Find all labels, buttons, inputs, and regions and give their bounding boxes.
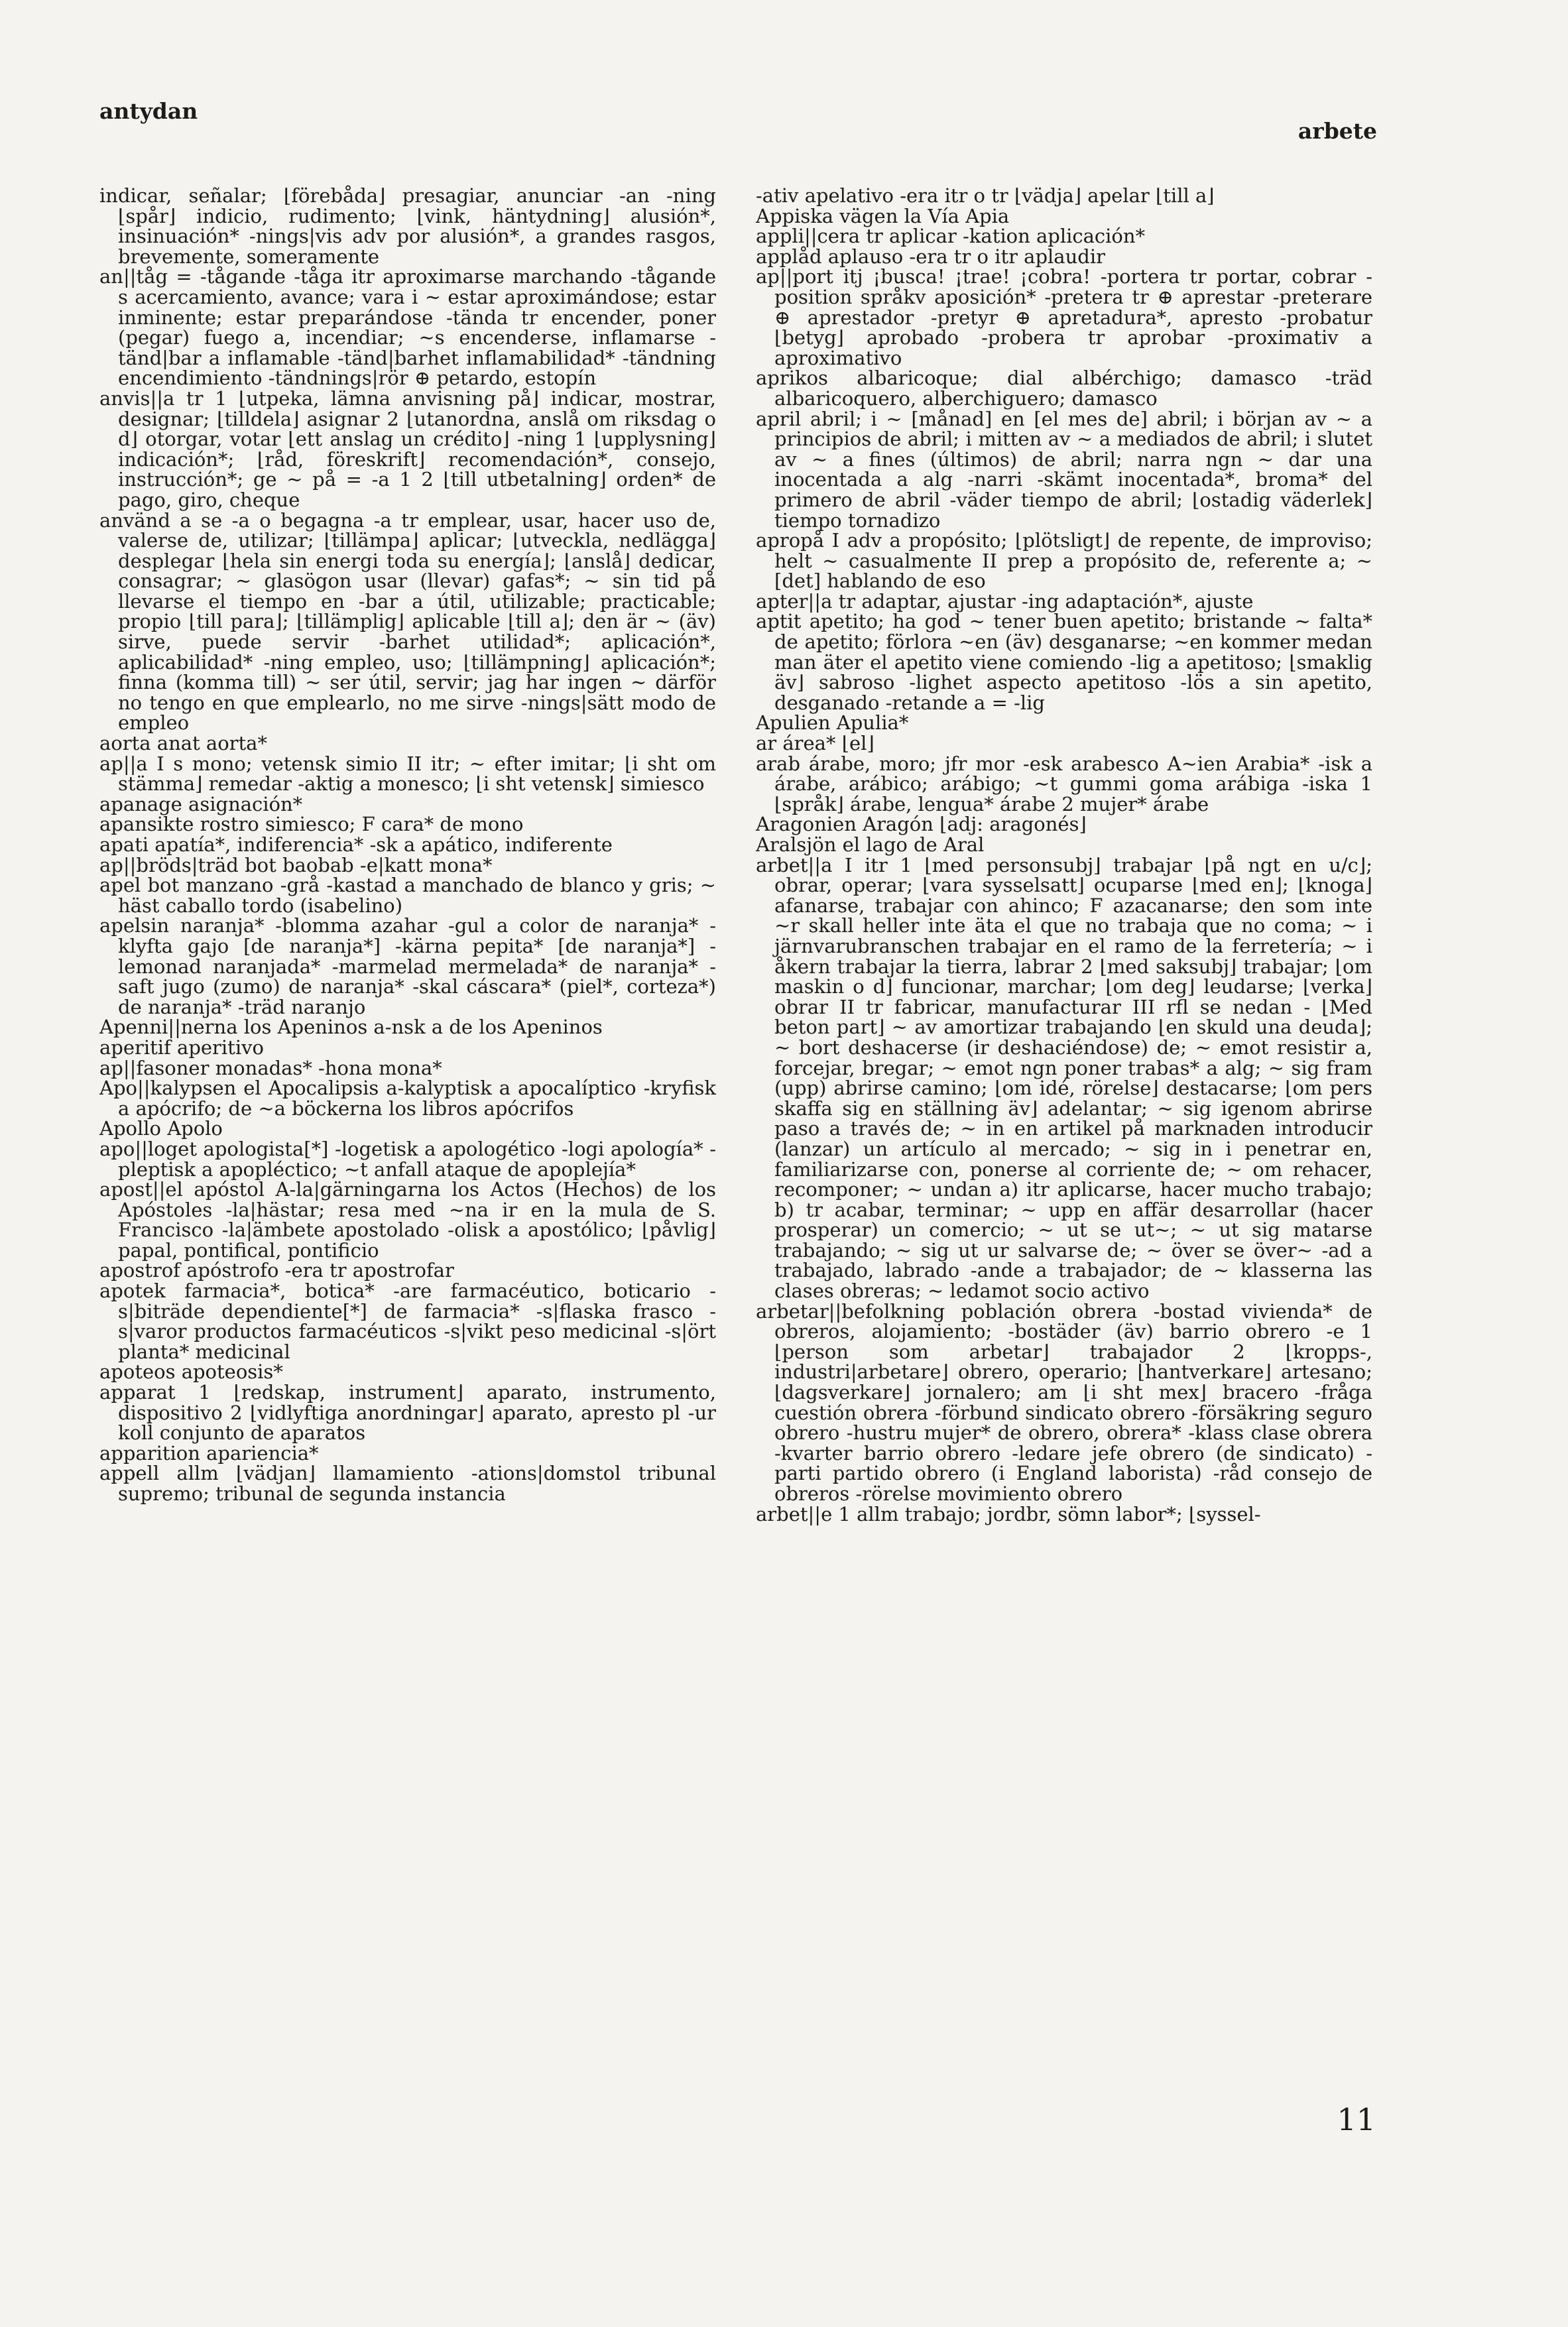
dictionary-entry: apost||el apóstol A-la|gärningarna los Actos (Hechos) de los Apóstoles -la|hästar; resa med ~na ir en la mula de S. Francisco -la|ämbete apostolado -olisk a apostólico; ⌊påvlig⌋ papal, pontifical, pontificio (99, 1178, 716, 1262)
dictionary-entry: ar área* ⌊el⌋ (756, 732, 874, 755)
dictionary-entry: aprikos albaricoque; dial albérchigo; damasco -träd albaricoquero, alberchiguero; damasco (756, 367, 1372, 410)
dictionary-entry: apoteos apoteosis* (99, 1360, 283, 1384)
dictionary-entry: apostrof apóstrofo -era tr apostrofar (99, 1259, 454, 1282)
dictionary-entry: Apollo Apolo (99, 1117, 223, 1140)
dictionary-entry: apparat 1 ⌊redskap, instrument⌋ aparato, instrumento, dispositivo 2 ⌊vidlyftiga anordningar⌋ aparato, apresto pl -ur koll conjunto de aparatos (99, 1381, 716, 1445)
dictionary-entry: indicar, señalar; ⌊förebåda⌋ presagiar, anunciar -an -ning ⌊spår⌋ indicio, rudimento; ⌊vink, häntydning⌋ alusión*, insinuación* -nings|vis adv por alusión*, a grandes rasgos, brevemente, someramente (99, 184, 716, 268)
dictionary-entry: arbetar||befolkning población obrera -bostad vivienda* de obreros, alojamiento; -bostäder (äv) barrio obrero -e 1 ⌊person som arbetar⌋ trabajador 2 ⌊kropps-, industri|arbetare⌋ obrero, operario; ⌊hantverkare⌋ artesano; ⌊dagsverkare⌋ jornalero; am ⌊i sht mex⌋ bracero -fråga cuestión obrera -förbund sindicato obrero -försäkring seguro obrero -hustru mujer* de obrero, obrera* -klass clase obrera -kvarter barrio obrero -ledare jefe obrero (de sindicato) -parti partido obrero (i England laborista) -råd consejo de obreros -rörelse movimiento obrero (756, 1299, 1372, 1505)
dictionary-entry: apotek farmacia*, botica* -are farmacéutico, boticario -s|biträde dependiente[*] de farmacia* -s|flaska frasco -s|varor productos farmacéuticos -s|vikt peso medicinal -s|ört planta* medicinal (99, 1280, 716, 1363)
left-column (99, 186, 716, 1504)
header-first-word: antydan (99, 98, 198, 124)
dictionary-entry: apati apatía*, indiferencia* -sk a apático, indiferente (99, 833, 613, 856)
dictionary-entry: applåd aplauso -era tr o itr aplaudir (756, 245, 1105, 268)
dictionary-entry: ap||a I s mono; vetensk simio II itr; ~ efter imitar; ⌊i sht om stämma⌋ remedar -aktig a monesco; ⌊i sht vetensk⌋ simiesco (99, 752, 716, 796)
header-last-word: arbete (1297, 118, 1377, 144)
dictionary-entry: Apulien Apulia* (756, 711, 909, 735)
right-column (756, 186, 1372, 1524)
dictionary-entry: ap||port itj ¡busca! ¡trae! ¡cobra! -portera tr portar, cobrar -position språkv aposición* -pretera tr ⊕ aprestar -preterare ⊕ aprestador -pretyr ⊕ apretadura*, apresto -probatur ⌊betyg⌋ aprobado -probera tr aprobar -proximativ a aproximativo (756, 265, 1372, 369)
dictionary-entry: aperitif aperitivo (99, 1036, 264, 1059)
dictionary-entry: apparition apariencia* (99, 1441, 319, 1464)
dictionary-entry: använd a se -a o begagna -a tr emplear, usar, hacer uso de, valerse de, utilizar; ⌊tillämpa⌋ aplicar; ⌊utveckla, nedlägga⌋ desplegar ⌊hela sin energi toda su energía⌋; ⌊anslå⌋ dedicar, consagrar; ~ glasögon usar (llevar) gafas*; ~ sin tid på llevarse el tiempo en -bar a útil, utilizable; practicable; propio ⌊till para⌋; ⌊tillämplig⌋ aplicable ⌊till a⌋; den är ~ (äv) sirve, puede servir -barhet utilidad*; aplicación*, aplicabilidad* -ning empleo, uso; ⌊tillämpning⌋ aplicación*; finna (komma till) ~ ser útil, servir; jag har ingen ~ därför no tengo en que emplearlo, no me sirve -nings|sätt modo de empleo (99, 508, 716, 735)
page-number: 11 (1337, 2102, 1376, 2137)
dictionary-entry: april abril; i ~ [månad] en [el mes de] abril; i början av ~ a principios de abril; i mitten av ~ a mediados de abril; i slutet av ~ a fines (últimos) de abril; narra ngn ~ dar una inocentada a alg -narri -skämt inocentada*, broma* del primero de abril -väder tiempo de abril; ⌊ostadig väderlek⌋ tiempo tornadizo (756, 407, 1372, 532)
dictionary-entry: apter||a tr adaptar, ajustar -ing adaptación*, ajuste (756, 589, 1254, 613)
dictionary-entry: apo||loget apologista[*] -logetisk a apologético -logi apología* -pleptisk a apopléctico; ~t anfall ataque de apoplejía* (99, 1137, 716, 1181)
dictionary-entry: ap||fasoner monadas* -hona mona* (99, 1056, 442, 1079)
dictionary-entry: apelsin naranja* -blomma azahar -gul a color de naranja* -klyfta gajo [de naranja*] -kärna pepita* [de naranja*] -lemonad naranjada* -marmelad mermelada* de naranja* -saft jugo (zumo) de naranja* -skal cáscara* (piel*, corteza*) de naranja* -träd naranjo (99, 914, 716, 1018)
dictionary-entry: apel bot manzano -grå -kastad a manchado de blanco y gris; ~ häst caballo tordo (isabelino) (99, 874, 716, 917)
dictionary-entry: ap||bröds|träd bot baobab -e|katt mona* (99, 853, 493, 876)
dictionary-entry: apropå I adv a propósito; ⌊plötsligt⌋ de repente, de improviso; helt ~ casualmente II prep a propósito de, referente a; ~ [det] hablando de eso (756, 529, 1372, 593)
dictionary-entry: -ativ apelativo -era itr o tr ⌊vädja⌋ apelar ⌊till a⌋ (756, 184, 1215, 207)
dictionary-entry: arab árabe, moro; jfr mor -esk arabesco A~ien Arabia* -isk a árabe, arábico; arábigo; ~t gummi goma arábiga -iska 1 ⌊språk⌋ árabe, lengua* árabe 2 mujer* árabe (756, 752, 1372, 815)
dictionary-entry: apansikte rostro simiesco; F cara* de mono (99, 813, 524, 836)
dictionary-entry: Aralsjön el lago de Aral (756, 833, 985, 856)
dictionary-entry: Apo||kalypsen el Apocalipsis a-kalyptisk a apocalíptico -kryfisk a apócrifo; de ~a böckerna los libros apócrifos (99, 1077, 716, 1120)
dictionary-entry: arbet||a I itr 1 ⌊med personsubj⌋ trabajar ⌊på ngt en u/c⌋; obrar, operar; ⌊vara sysselsatt⌋ ocuparse ⌊med en⌋; ⌊knoga⌋ afanarse, trabajar con ahinco; F azacanarse; den som inte ~r skall heller inte äta el que no trabaja que no coma; ~ i järnvarubranschen trabajar en el ramo de la ferretería; ~ i åkern trabajar la tierra, labrar 2 ⌊med saksubj⌋ trabajar; ⌊om maskin o d⌋ funcionar, marchar; ⌊om deg⌋ leudarse; ⌊verka⌋ obrar II tr fabricar, manufacturar III rfl se nedan - ⌊Med beton part⌋ ~ av amortizar trabajando ⌊en skuld una deuda⌋; ~ bort deshacerse (ir deshaciéndose) de; ~ emot resistir a, forcejar, bregar; ~ emot ngn poner trabas* a alg; ~ sig fram (upp) abrirse camino; ⌊om idé, rörelse⌋ destacarse; ⌊om pers skaffa sig en ställning äv⌋ adelantar; ~ sig igenom abrirse paso a través de; ~ in en artikel på marknaden introducir (lanzar) un artículo al mercado; ~ sig in i penetrar en, familiarizarse con, ponerse al corriente de; ~ om rehacer, recomponer; ~ undan a) itr aplicarse, hacer mucho trabajo; b) tr acabar, terminar; ~ upp en affär desarrollar (hacer prosperar) un comercio; ~ ut se ut~; ~ ut sig matarse trabajando; ~ sig ut ur salvarse de; ~ över se över~ -ad a trabajado, labrado -ande a trabajador; de ~ klasserna las clases obreras; ~ ledamot socio activo (756, 853, 1372, 1303)
dictionary-entry: aorta anat aorta* (99, 732, 267, 755)
dictionary-entry: arbet||e 1 allm trabajo; jordbr, sömn labor*; ⌊syssel- (756, 1502, 1261, 1525)
dictionary-entry: anvis||a tr 1 ⌊utpeka, lämna anvisning på⌋ indicar, mostrar, designar; ⌊tilldela⌋ asignar 2 ⌊utanordna, anslå om riksdag o d⌋ otorgar, votar ⌊ett anslag un crédito⌋ -ning 1 ⌊upplysning⌋ indicación*; ⌊råd, föreskrift⌋ recomendación*, consejo, instrucción*; ge ~ på = -a 1 2 ⌊till utbetalning⌋ orden* de pago, giro, cheque (99, 387, 716, 511)
dictionary-entry: Aragonien Aragón ⌊adj: aragonés⌋ (756, 813, 1087, 836)
dictionary-entry: an||tåg = -tågande -tåga itr aproximarse marchando -tågande s acercamiento, avance; vara i ~ estar aproximándose; estar inminente; estar preparándose -tända tr encender, poner (pegar) fuego a, incendiar; ~s encenderse, inflamarse -tänd|bar a inflamable -tänd|barhet inflamabilidad* -tändning encendimiento -tändnings|rör ⊕ petardo, estopín (99, 265, 716, 390)
dictionary-entry: Appiska vägen la Vía Apia (756, 204, 1010, 227)
dictionary-entry: apanage asignación* (99, 792, 303, 815)
dictionary-entry: appli||cera tr aplicar -kation aplicación* (756, 225, 1146, 248)
dictionary-entry: aptit apetito; ha god ~ tener buen apetito; bristande ~ falta* de apetito; förlora ~en (äv) desganarse; ~en kommer medan man äter el apetito viene comiendo -lig a apetitoso; ⌊smaklig äv⌋ sabroso -lighet aspecto apetitoso -lös a sin apetito, desganado -retande a = -lig (756, 610, 1372, 714)
dictionary-entry: Apenni||nerna los Apeninos a-nsk a de los Apeninos (99, 1016, 603, 1039)
dictionary-entry: appell allm ⌊vädjan⌋ llamamiento -ations|domstol tribunal supremo; tribunal de segunda instancia (99, 1462, 716, 1505)
